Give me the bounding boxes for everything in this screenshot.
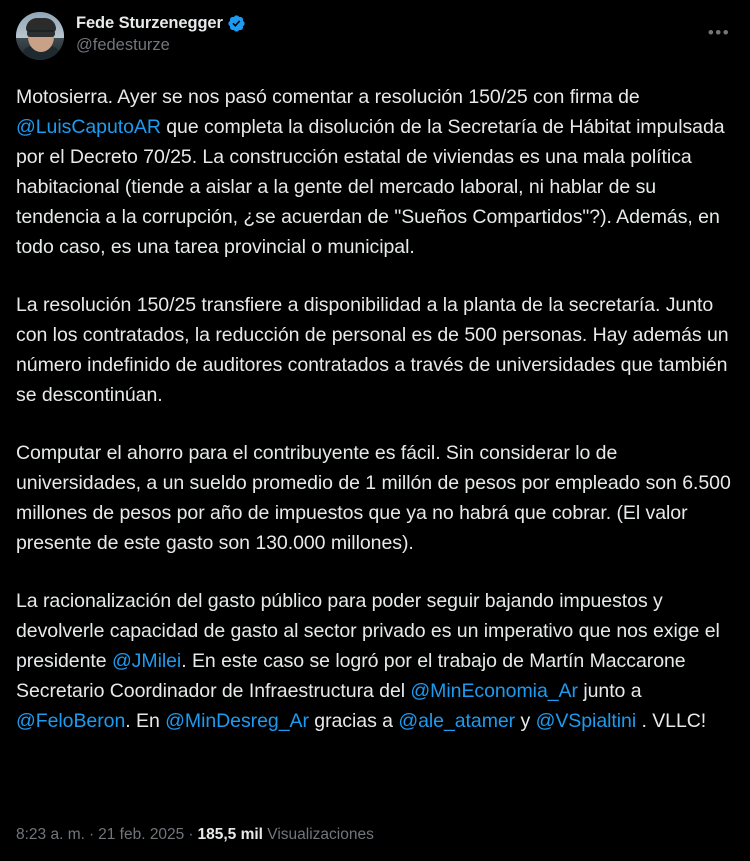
- mention-jmilei[interactable]: @JMilei: [111, 650, 182, 672]
- paragraph-4-text-part-1: La racionalización del gasto público para poder seguir bajando impuestos y devolverle capacidad de gasto al sector privado es un imperativo que nos exige el presidente: [16, 590, 720, 672]
- author-display-name[interactable]: Fede Sturzenegger: [76, 14, 223, 32]
- tweet-date: 21 feb. 2025: [98, 826, 185, 843]
- metadata-separator-1: ·: [88, 826, 95, 843]
- tweet-paragraph-1: [16, 82, 734, 262]
- mention-ale-atamer[interactable]: @ale_atamer: [398, 710, 516, 732]
- author-name-row[interactable]: [76, 13, 246, 33]
- tweet-text: [16, 82, 734, 736]
- mention-feloberon[interactable]: @FeloBeron: [16, 710, 126, 732]
- tweet-time: 8:23 a. m.: [16, 826, 85, 843]
- mention-mindesreg-ar[interactable]: @MinDesreg_Ar: [165, 710, 309, 732]
- author-names: [76, 12, 246, 55]
- author-handle[interactable]: @fedesturze: [76, 36, 170, 54]
- verified-badge-icon: [227, 14, 246, 33]
- paragraph-1-text-part-2: que completa la disolución de la Secretaría de Hábitat impulsada por el Decreto 70/25. La construcción estatal de viviendas es una mala política habitacional (tiende a aislar a la gente del mercado laboral, ni hablar de su tendencia a la corrupción, ¿se acuerdan de "Sueños Compartidos"?). Además, en todo caso, es una tarea provincial o municipal.: [16, 116, 725, 258]
- paragraph-4-text-part-4: . En: [125, 710, 166, 732]
- avatar-glasses: [27, 30, 55, 37]
- mention-mineconomia-ar[interactable]: @MinEconomia_Ar: [410, 680, 578, 702]
- mention-vspialtini[interactable]: @VSpialtini: [535, 710, 637, 732]
- tweet-paragraph-2: La resolución 150/25 transfiere a disponibilidad a la planta de la secretaría. Junto con los contratados, la reducción de personal es de 500 personas. Hay además un número indefinido de auditores contratados a través de universidades que también se descontinúan.: [16, 294, 729, 406]
- views-count: 185,5 mil: [197, 826, 263, 843]
- tweet-header: [16, 12, 734, 68]
- avatar[interactable]: [16, 12, 64, 60]
- tweet-metadata: [16, 825, 374, 845]
- paragraph-4-text-part-3: junto a: [577, 680, 642, 702]
- paragraph-4-text-part-6: y: [515, 710, 536, 732]
- more-options-icon[interactable]: •••: [707, 23, 731, 42]
- paragraph-4-text-part-2: . En este caso se logró por el trabajo de Martín Maccarone Secretario Coordinador de Infraestructura del: [16, 650, 686, 702]
- paragraph-4-text-part-7: . VLLC!: [636, 710, 707, 732]
- tweet-paragraph-3: Computar el ahorro para el contribuyente es fácil. Sin considerar lo de universidades, a un sueldo promedio de 1 millón de pesos por empleado son 6.500 millones de pesos por año de impuestos que ya no habrá que cobrar. (El valor presente de este gasto son 130.000 millones).: [16, 442, 731, 554]
- tweet-paragraph-4: [16, 586, 734, 736]
- metadata-separator-2: ·: [188, 826, 194, 843]
- mention-luiscaputoar[interactable]: @LuisCaputoAR: [16, 116, 161, 138]
- paragraph-1-text-part-1: Motosierra. Ayer se nos pasó comentar a resolución 150/25 con firma de: [16, 86, 640, 108]
- paragraph-4-text-part-5: gracias a: [308, 710, 399, 732]
- views-label[interactable]: Visualizaciones: [267, 826, 374, 843]
